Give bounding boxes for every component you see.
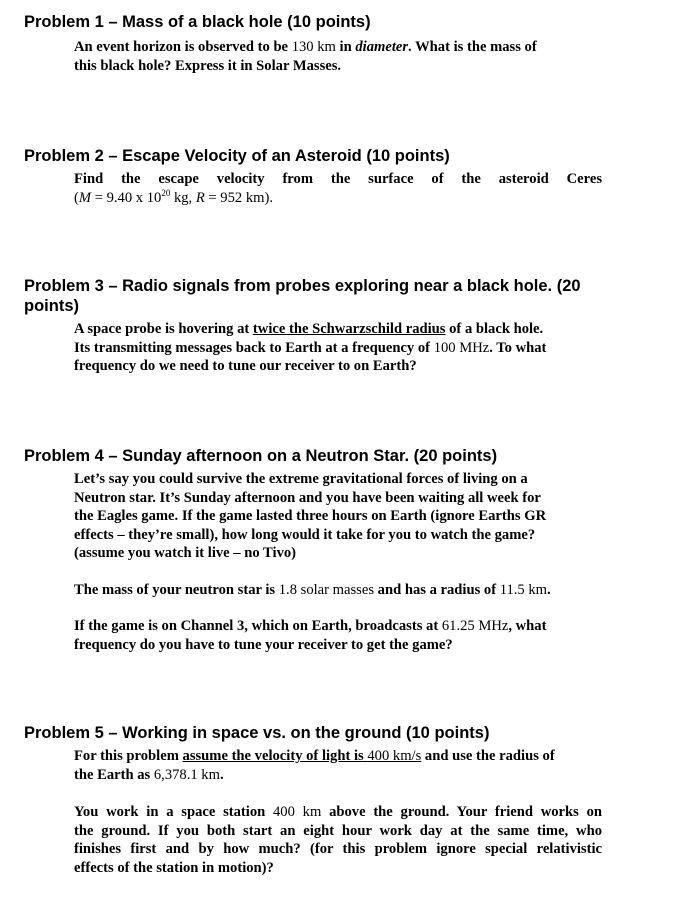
- underlined-phrase: twice the Schwarzschild radius: [252, 321, 446, 337]
- value-130km: 130 km: [291, 39, 336, 55]
- problem-4-line-5: (assume you watch it live – no Tivo): [74, 545, 297, 562]
- problem-1-line-1: [74, 38, 602, 57]
- exponent: 20: [161, 187, 171, 198]
- problem-2-line-1: Find the escape velocity from the surface of the asteroid Ceres: [74, 171, 602, 187]
- problem-2-line-2: [74, 189, 602, 208]
- text: If the game is on Channel 3, which on Earth, broadcasts at: [74, 618, 442, 634]
- problem-5-question-line-2: the ground. If you both start an eight hour work day at the same time, who: [74, 822, 602, 839]
- text: and use the radius of: [421, 748, 555, 764]
- problem-1-body: [74, 38, 602, 75]
- problem-4-heading: Problem 4 – Sunday afternoon on a Neutron Star. (20 points): [24, 447, 498, 465]
- text: kg,: [170, 189, 196, 206]
- problem-4-channel-line-2: frequency do you have to tune your receiver to get the game?: [74, 636, 453, 653]
- value-radius: 11.5 km: [499, 582, 548, 598]
- problem-4-line-3: the Eagles game. If the game lasted three hours on Earth (ignore Earths GR: [74, 508, 547, 525]
- text: , what: [508, 618, 547, 634]
- problem-1-line-2: this black hole? Express it in Solar Masses.: [74, 57, 342, 74]
- underlined-phrase: [183, 748, 422, 764]
- text: An event horizon is observed to be: [74, 39, 292, 55]
- problem-2-heading: Problem 2 – Escape Velocity of an Asteroid (10 points): [24, 147, 450, 165]
- text: (: [74, 189, 79, 206]
- value-altitude: 400 km: [273, 804, 322, 820]
- text: in: [335, 39, 356, 55]
- problem-3-line-1: [74, 320, 602, 339]
- text: .: [547, 582, 551, 598]
- problem-3-line-2: [74, 339, 602, 358]
- text: For this problem: [74, 748, 183, 764]
- problem-3-line-3: frequency do we need to tune our receiver to on Earth?: [74, 358, 417, 375]
- problem-4-channel-line-1: [74, 617, 602, 636]
- problem-3-body: [74, 320, 602, 376]
- problem-5-body: [74, 747, 602, 784]
- problem-4-line-1: Let’s say you could survive the extreme gravitational forces of living on a: [74, 471, 528, 487]
- problem-5-question-line-1: [74, 803, 602, 822]
- symbol-m: M: [78, 189, 92, 206]
- problem-3-heading: Problem 3 – Radio signals from probes exploring near a black hole. (20 points): [24, 277, 581, 315]
- text: = 9.40 x 10: [91, 189, 162, 206]
- problem-1-heading: Problem 1 – Mass of a black hole (10 points): [24, 13, 371, 31]
- problem-2-body: [74, 170, 602, 207]
- problem-5-line-2: [74, 766, 602, 785]
- problem-5-line-1: [74, 747, 602, 766]
- text: .: [219, 766, 224, 783]
- problem-5-question: [74, 803, 602, 877]
- text: of a black hole.: [445, 321, 544, 337]
- emphasis-diameter: diameter: [355, 39, 409, 55]
- value-mass: 1.8 solar masses: [278, 582, 375, 598]
- text: You work in a space station: [74, 804, 273, 820]
- text: . To what: [489, 339, 547, 356]
- value-light-speed: 400 km/s: [367, 748, 422, 764]
- text: Its transmitting messages back to Earth at a frequency of: [74, 339, 434, 356]
- problem-4-line-2: Neutron star. It’s Sunday afternoon and you have been waiting all week for: [74, 489, 541, 506]
- problem-4-body: [74, 470, 602, 563]
- problem-5-question-line-3: finishes first and by how much? (for this problem ignore special relativistic: [74, 841, 602, 858]
- text: above the ground. Your friend works on: [321, 804, 602, 820]
- problem-5-question-line-4: effects of the station in motion)?: [74, 859, 274, 876]
- text: the Earth as: [74, 766, 154, 783]
- problem-4-channel: [74, 617, 602, 654]
- value-earth-radius: 6,378.1 km: [153, 766, 220, 783]
- problem-4-mass: [74, 581, 602, 600]
- text: assume the velocity of light is: [182, 748, 368, 764]
- text: A space probe is hovering at: [74, 321, 253, 337]
- text: The mass of your neutron star is: [74, 582, 279, 598]
- value-frequency: 61.25 MHz: [441, 618, 509, 634]
- problem-4-line-4: effects – they’re small), how long would it take for you to watch the game?: [74, 526, 536, 543]
- text: = 952 km).: [204, 189, 274, 206]
- value-100mhz: 100 MHz: [433, 339, 490, 356]
- problem-5-heading: Problem 5 – Working in space vs. on the ground (10 points): [24, 724, 490, 742]
- text: and has a radius of: [374, 582, 500, 598]
- text: . What is the mass of: [408, 39, 537, 55]
- symbol-r: R: [195, 189, 205, 206]
